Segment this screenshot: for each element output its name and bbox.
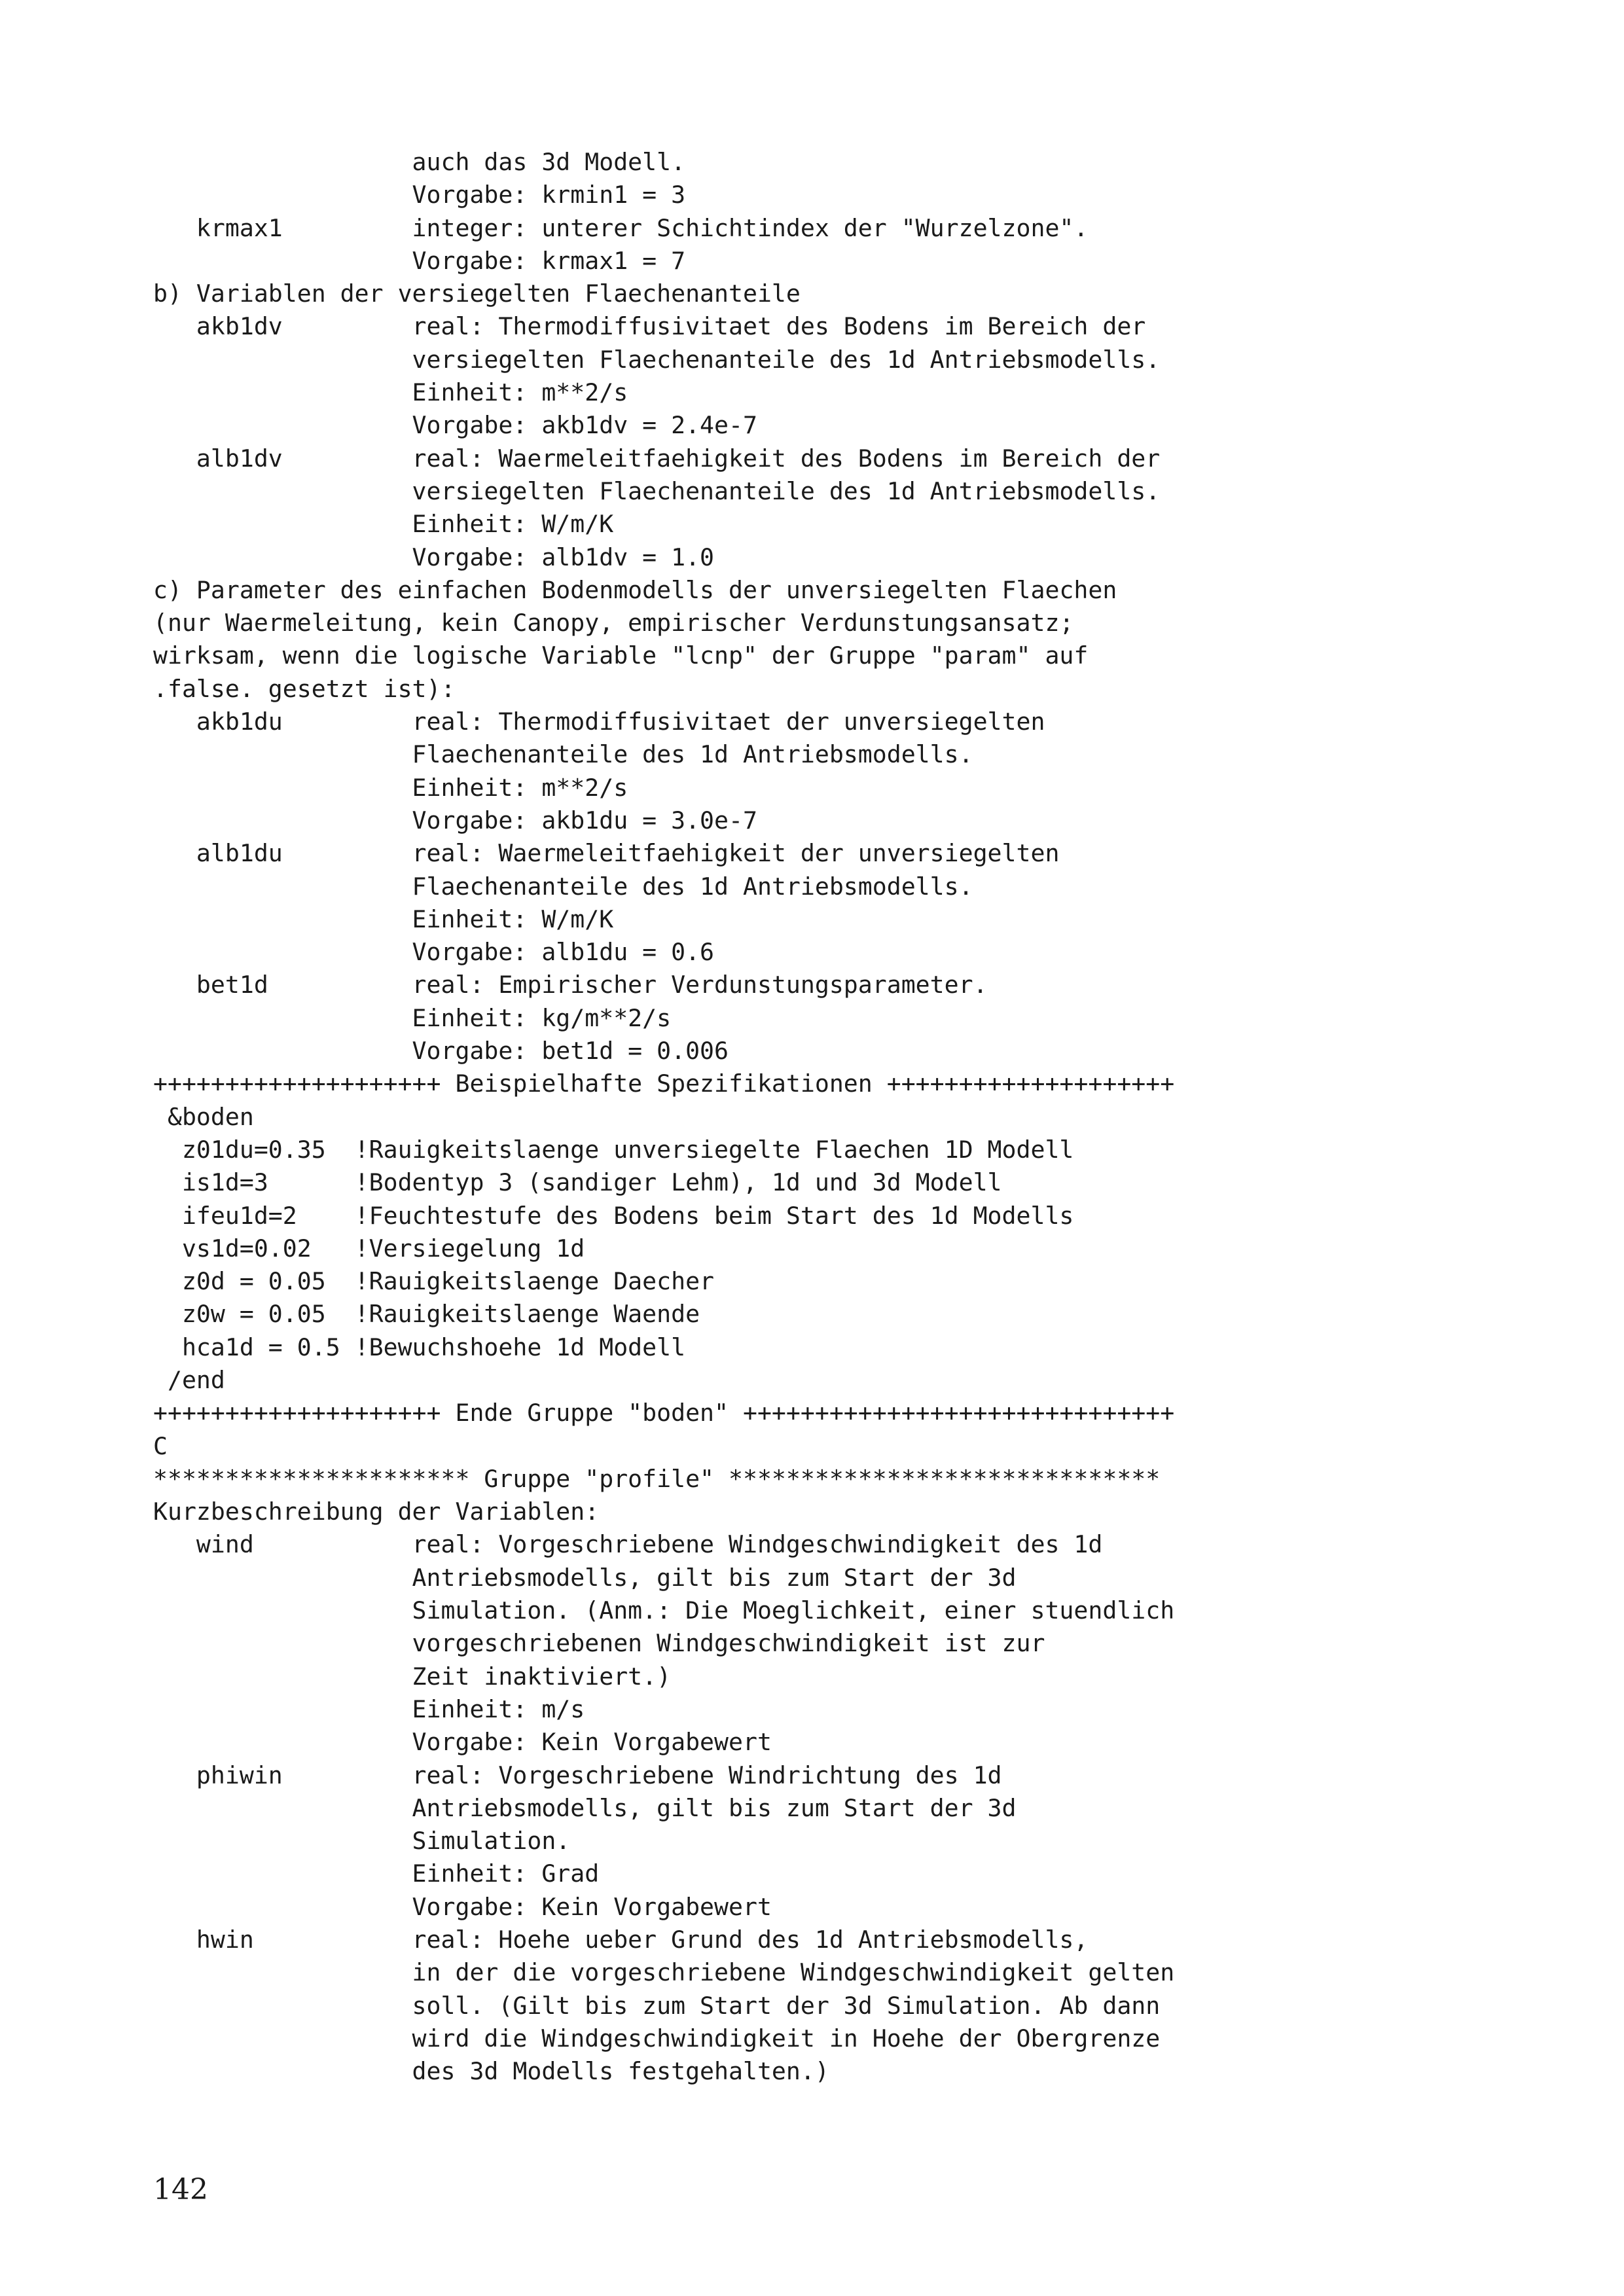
text-line: alb1du real: Waermeleitfaehigkeit der unversiegelten: [153, 839, 1060, 868]
text-line: Antriebsmodells, gilt bis zum Start der 3d: [153, 1793, 1017, 1822]
text-line: Vorgabe: bet1d = 0.006: [153, 1037, 729, 1066]
text-line: C: [153, 1431, 168, 1460]
text-line: is1d=3 !Bodentyp 3 (sandiger Lehm), 1d und 3d Modell: [153, 1168, 1002, 1197]
text-line: ++++++++++++++++++++ Ende Gruppe "boden" ++++++++++++++++++++++++++++++: [153, 1399, 1175, 1427]
text-line: wind real: Vorgeschriebene Windgeschwindigkeit des 1d: [153, 1530, 1103, 1559]
text-line: z0d = 0.05 !Rauigkeitslaenge Daecher: [153, 1267, 715, 1296]
text-line: akb1dv real: Thermodiffusivitaet des Bodens im Bereich der: [153, 312, 1146, 341]
text-line: Vorgabe: akb1dv = 2.4e-7: [153, 411, 757, 440]
text-line: z01du=0.35 !Rauigkeitslaenge unversiegelte Flaechen 1D Modell: [153, 1135, 1074, 1164]
text-line: Vorgabe: alb1du = 0.6: [153, 938, 715, 967]
text-line: versiegelten Flaechenanteile des 1d Antriebsmodells.: [153, 476, 1161, 505]
text-line: vorgeschriebenen Windgeschwindigkeit ist zur: [153, 1629, 1045, 1658]
text-line: Vorgabe: akb1du = 3.0e-7: [153, 806, 757, 834]
text-line: akb1du real: Thermodiffusivitaet der unversiegelten: [153, 708, 1045, 736]
text-line: Kurzbeschreibung der Variablen:: [153, 1498, 600, 1526]
text-line: Einheit: kg/m**2/s: [153, 1003, 672, 1032]
text-line: krmax1 integer: unterer Schichtindex der "Wurzelzone".: [153, 213, 1089, 242]
text-line: ifeu1d=2 !Feuchtestufe des Bodens beim Start des 1d Modells: [153, 1201, 1074, 1230]
text-line: bet1d real: Empirischer Verdunstungsparameter.: [153, 971, 988, 999]
text-line: ++++++++++++++++++++ Beispielhafte Spezifikationen ++++++++++++++++++++: [153, 1069, 1175, 1098]
text-line: Einheit: m**2/s: [153, 378, 628, 407]
text-line: alb1dv real: Waermeleitfaehigkeit des Bodens im Bereich der: [153, 444, 1161, 473]
text-line: /end: [153, 1365, 225, 1394]
text-line: Einheit: m**2/s: [153, 773, 628, 802]
text-line: b) Variablen der versiegelten Flaechenanteile: [153, 279, 801, 308]
text-line: (nur Waermeleitung, kein Canopy, empirischer Verdunstungsansatz;: [153, 609, 1074, 637]
text-line: Vorgabe: Kein Vorgabewert: [153, 1728, 772, 1757]
text-line: des 3d Modells festgehalten.): [153, 2057, 829, 2086]
text-line: vs1d=0.02 !Versiegelung 1d: [153, 1234, 585, 1263]
text-line: auch das 3d Modell.: [153, 148, 686, 176]
text-line: phiwin real: Vorgeschriebene Windrichtung des 1d: [153, 1761, 1002, 1789]
text-line: Vorgabe: krmax1 = 7: [153, 246, 686, 275]
text-line: Simulation. (Anm.: Die Moeglichkeit, einer stuendlich: [153, 1596, 1175, 1625]
text-line: hca1d = 0.5 !Bewuchshoehe 1d Modell: [153, 1333, 686, 1361]
text-line: Vorgabe: Kein Vorgabewert: [153, 1892, 772, 1921]
text-line: ********************** Gruppe "profile" ******************************: [153, 1464, 1161, 1493]
text-line: wirksam, wenn die logische Variable "lcnp" der Gruppe "param" auf: [153, 641, 1089, 670]
text-line: Simulation.: [153, 1827, 571, 1856]
text-line: Flaechenanteile des 1d Antriebsmodells.: [153, 740, 973, 769]
text-line: wird die Windgeschwindigkeit in Hoehe der Obergrenze: [153, 2024, 1161, 2053]
document-body: [153, 146, 1174, 2089]
text-line: Vorgabe: krmin1 = 3: [153, 181, 686, 209]
text-line: hwin real: Hoehe ueber Grund des 1d Antriebsmodells,: [153, 1926, 1089, 1954]
text-line: Einheit: W/m/K: [153, 905, 614, 933]
text-line: Einheit: W/m/K: [153, 510, 614, 539]
text-line: Antriebsmodells, gilt bis zum Start der 3d: [153, 1563, 1017, 1592]
text-line: in der die vorgeschriebene Windgeschwindigkeit gelten: [153, 1958, 1175, 1987]
text-line: Flaechenanteile des 1d Antriebsmodells.: [153, 872, 973, 901]
text-line: c) Parameter des einfachen Bodenmodells der unversiegelten Flaechen: [153, 575, 1117, 604]
text-line: Einheit: Grad: [153, 1859, 600, 1888]
text-line: Vorgabe: alb1dv = 1.0: [153, 543, 715, 571]
text-line: .false. gesetzt ist):: [153, 674, 456, 703]
text-line: &boden: [153, 1102, 254, 1131]
page-number: 142: [153, 2173, 208, 2206]
text-line: z0w = 0.05 !Rauigkeitslaenge Waende: [153, 1300, 700, 1329]
text-line: Einheit: m/s: [153, 1695, 585, 1723]
text-line: versiegelten Flaechenanteile des 1d Antriebsmodells.: [153, 345, 1161, 374]
text-line: Zeit inaktiviert.): [153, 1662, 672, 1691]
text-line: soll. (Gilt bis zum Start der 3d Simulation. Ab dann: [153, 1991, 1161, 2020]
